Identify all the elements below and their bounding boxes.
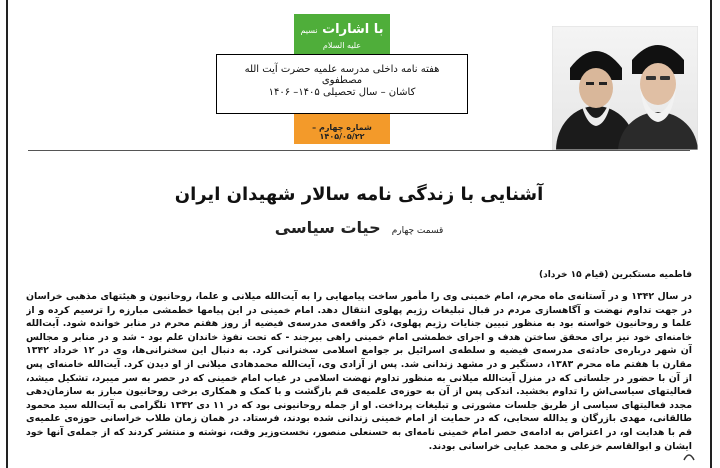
issue-number: شماره چهارم – ۱۴۰۵/۰۵/۲۲ <box>312 123 372 141</box>
leaders-portrait-icon <box>552 26 698 150</box>
masthead-info <box>216 54 468 114</box>
corner-ornament-icon <box>682 448 696 462</box>
issue-band <box>294 114 390 144</box>
header-divider <box>28 150 690 151</box>
brand-title <box>294 22 390 52</box>
article-subtitle <box>8 218 710 237</box>
newsletter-page <box>6 0 712 468</box>
body-paragraph: در سال ۱۳۴۲ و در آستانه‌ی ماه محرم، امام خمینی وی را مأمور ساخت پیامهایی را به آیت‌الله میلانی و علما، روحانیون و هیئتهای مذهبی خراسان در جهت تداوم نهضت و آگاهسازی مردم در قبال تبلیغات رژیم پهلوی انتقال دهد. امام خمینی در این پیامها خطمشی مبارزه را ترسیم کرده و از علما و روحانیون خواسته بود به منظور تبیین جنایات رژیم پهلوی، ذکر واقعه‌ی مدرسه‌ی فیضیه از روز هفتم محرم در منابر خوانده شود. آیت‌الله خامنه‌ای خود نیز برای محقق ساختن هدف و اجرای خطمشی امام خمینی راهی بیرجند - که تحت نفوذ خاندان علم بود - شد و در منابر و مجالس آن شهر درباره‌ی حادثه‌ی مدرسه‌ی فیضیه و سلطه‌ی اسرائیل بر جوامع اسلامی سخنرانی کرد. به دنبال این سخنرانی‌ها، وی در ۱۲ خرداد ۱۳۴۲ مقارن با هفتم ماه محرم ۱۳۸۳، دستگیر و در مشهد زندانی شد. پس از آزادی وی، آیت‌الله محمدهادی میلانی از او دیدن کرد. آیت‌الله خامنه‌ای پس از آن با حضور در جلساتی که در منزل آیت‌الله میلانی به منظور تداوم نهضت اسلامی در غیاب امام خمینی که در حصر به سر میبرد، تشکیل میشد، فعالیتهای سیاسی‌اش را تداوم بخشید. اندکی پس از آن به حوزه‌ی علمیه‌ی قم بازگشت و با کمک و همکاری برخی روحانیون مبارز به سازمان‌دهی مجدد فعالیتهای سیاسی از طریق جلسات مشورتی و تبلیغات پرداخت. او از جمله روحانیونی بود که در ۱۱ دی ۱۳۴۲ تلگرامی به آیت‌الله سید محمود طالقانی، مهدی بازرگان و یدالله سحابی، که در حمایت از امام خمینی زندانی شده بودند، فرستاد. در همان زمان طلاب خراسانی حوزه‌ی علمیه‌ی قم با هدایت او، در اعتراض به ادامه‌ی حصر امام خمینی نامه‌ای به حسنعلی منصور، نخست‌وزیر وقت، نوشته و منتشر کردند که از جمله‌ی آنها خود ایشان و ابوالقاسم خزعلی و محمد عبایی خراسانی بودند. <box>26 291 692 452</box>
brand-band <box>294 14 390 54</box>
brand-name: با اشارات <box>322 22 384 37</box>
article-title: آشنایی با زندگی نامه سالار شهیدان ایران <box>174 184 544 205</box>
section-heading: فاطمیه مستکبرین (قیام ۱۵ خرداد) <box>538 270 692 280</box>
academic-year: کاشان – سال تحصیلی ۱۴۰۵– ۱۴۰۶ <box>268 87 416 98</box>
newsletter-description: هفته نامه داخلی مدرسه علمیه حضرت آیت الله مصطفوی <box>244 64 440 86</box>
part-label: قسمت چهارم <box>391 226 444 236</box>
section-name: حیات سیاسی <box>274 218 381 237</box>
brand-subtitle: نسیم علیه السلام <box>300 26 362 50</box>
article-body <box>26 290 692 462</box>
